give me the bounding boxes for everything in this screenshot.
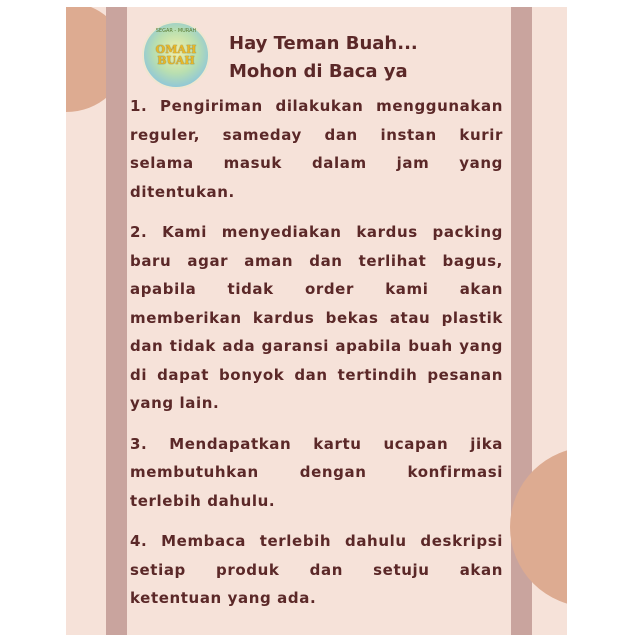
title-line-1: Hay Teman Buah... (229, 33, 418, 54)
logo-text-buah: BUAH (157, 54, 195, 67)
term-item: 3. Mendapatkan kartu ucapan jika membutuhkan dengan konfirmasi terlebih dahulu. (130, 434, 503, 510)
page-title (229, 30, 418, 86)
info-poster (66, 7, 567, 635)
term-item: 4. Membaca terlebih dahulu deskripsi setiap produk dan setuju akan ketentuan yang ada. (130, 532, 503, 607)
logo-tagline: SEGAR - MURAH (155, 28, 197, 34)
omah-buah-logo (142, 21, 210, 89)
logo-text-omah: OMAH (155, 43, 197, 56)
title-line-2: Mohon di Baca ya (229, 61, 408, 82)
decorative-stripe-left (106, 7, 127, 635)
terms-list (130, 92, 503, 625)
term-item: 1. Pengiriman dilakukan menggunakan reguler, sameday dan instan kurir selama masuk dalam jam yang ditentukan. (130, 97, 503, 201)
term-item: 2. Kami menyediakan kardus packing baru agar aman dan terlihat bagus, apabila tidak order kami akan memberikan kardus bekas atau plastik dan tidak ada garansi apabila buah yang di dapat bonyok dan tertindih pesanan yang lain. (130, 223, 503, 412)
